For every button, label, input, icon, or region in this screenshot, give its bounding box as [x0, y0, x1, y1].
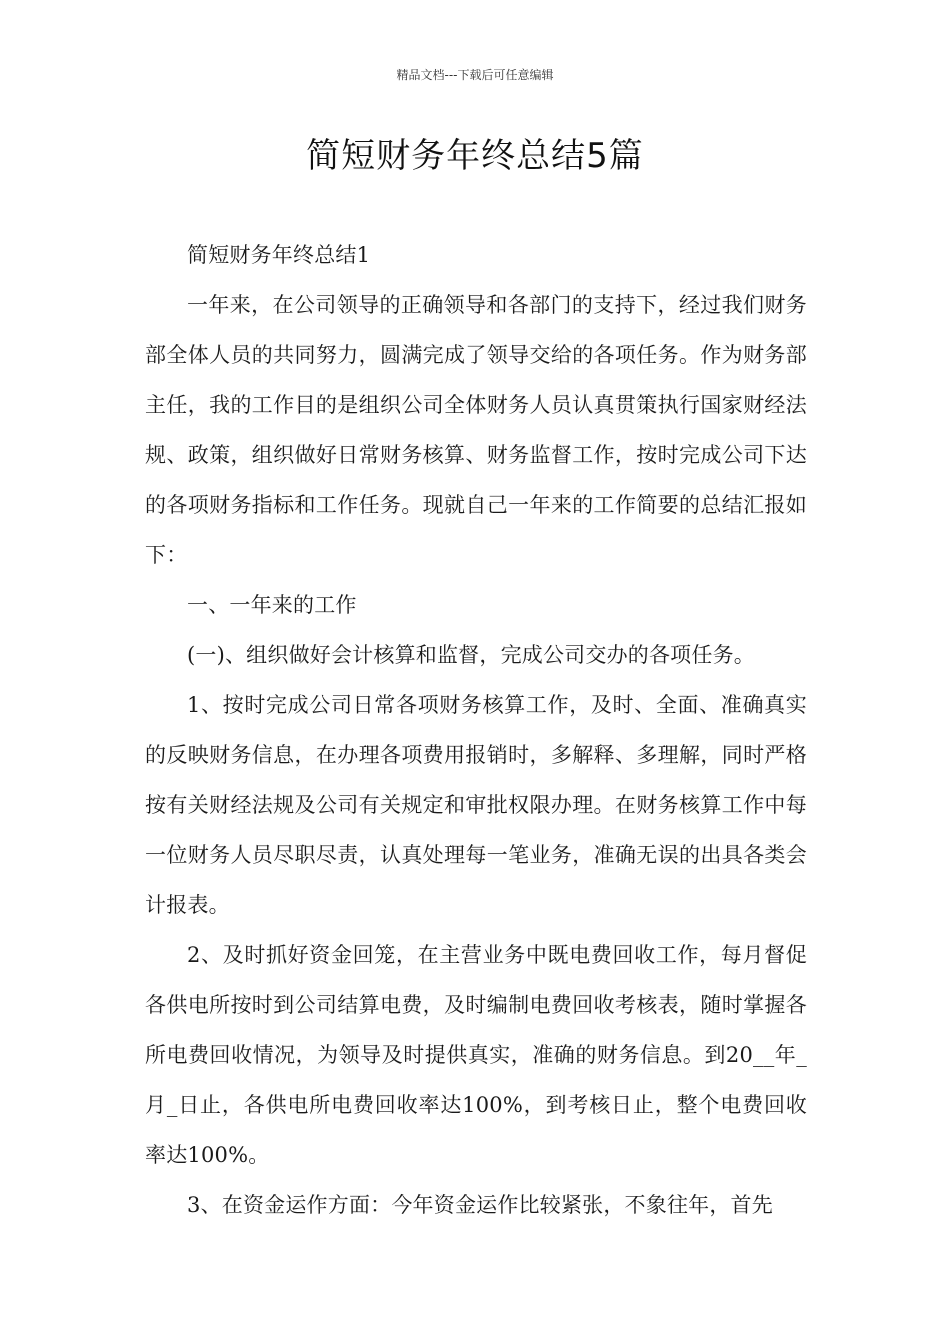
paragraph: (一)、组织做好会计核算和监督，完成公司交办的各项任务。	[187, 643, 755, 667]
paragraph: 1、按时完成公司日常各项财务核算工作，及时、全面、准确真实的反映财务信息，在办理各项费用报销时，多解释、多理解，同时严格按有关财经法规及公司有关规定和审批权限办理。在财务核算工作中每一位财务人员尽职尽责，认真处理每一笔业务，准确无误的出具各类会计报表。	[145, 693, 807, 917]
section-subtitle: 简短财务年终总结1	[187, 243, 371, 267]
paragraph: 3、在资金运作方面：今年资金运作比较紧张，不象往年，首先	[187, 1193, 773, 1217]
section-heading: 一、一年来的工作	[187, 593, 357, 617]
header-watermark: 精品文档---下载后可任意编辑	[396, 68, 554, 82]
document-title: 简短财务年终总结5篇	[306, 136, 644, 176]
paragraph: 一年来，在公司领导的正确领导和各部门的支持下，经过我们财务部全体人员的共同努力，圆满完成了领导交给的各项任务。作为财务部主任，我的工作目的是组织公司全体财务人员认真贯策执行国家财经法规、政策，组织做好日常财务核算、财务监督工作，按时完成公司下达的各项财务指标和工作任务。现就自己一年来的工作简要的总结汇报如下：	[145, 293, 807, 567]
paragraph: 2、及时抓好资金回笼，在主营业务中既电费回收工作，每月督促各供电所按时到公司结算电费，及时编制电费回收考核表，随时掌握各所电费回收情况，为领导及时提供真实，准确的财务信息。到20__年_月_日止，各供电所电费回收率达100%，到考核日止，整个电费回收率达100%。	[145, 943, 807, 1167]
document-body	[145, 230, 807, 1230]
